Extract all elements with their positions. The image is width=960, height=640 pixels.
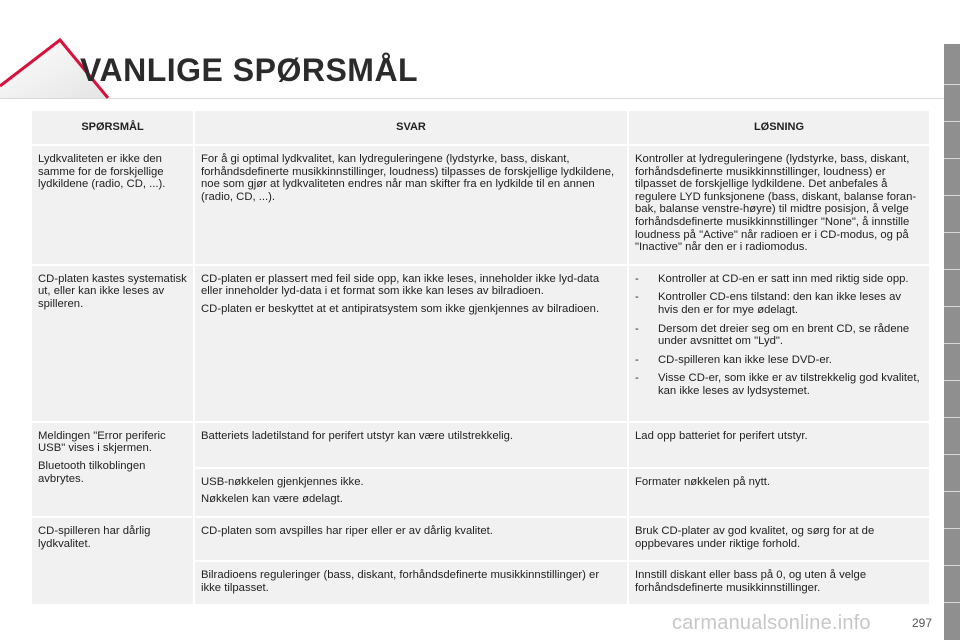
answer-text: CD-platen er beskyttet at et antipiratsystem som ikke gjenkjennes av bilradioen. [201, 302, 600, 315]
answer-text: CD-platen er plassert med feil side opp, kan ikke leses, inneholder ikke lyd-data eller inneholder lyd-data i et format som ikke kan leses av bilradioen. [201, 272, 600, 298]
solution-item-text: Visse CD-er, som ikke er av tilstrekkelig god kvalitet, kan ikke leses av lydsystemet. [658, 372, 920, 397]
answer-text: Nøkkelen kan være ødelagt. [201, 493, 343, 506]
table-row [32, 145, 929, 265]
list-item: - Dersom det dreier seg om en brent CD, se rådene under avsnittet om "Lyd". [635, 322, 910, 348]
solution-item-text: Dersom det dreier seg om en brent CD, se rådene under avsnittet om "Lyd". [658, 322, 910, 348]
answer-cell [194, 468, 628, 517]
solution-cell [628, 561, 929, 604]
answer-cell [194, 145, 628, 265]
answer-cell [194, 517, 628, 561]
solution-text: Kontroller at lydreguleringene (lydstyrke, bass, diskant, forhåndsdefinerte musikkinnstillinger, loudness) er tilpasset de forskjellige lydkildene. Det anbefales å regulere LYD funksjonene (bass, diskant, balanse foran-bak, balanse venstre-høyre) til midtre posisjon, å velge forhåndsdefinerte musikkinnstillinger "None", å innstille loudness på "Active" når radioen er i CD-modus, og på "Inactive" når den er i radiomodus. [635, 153, 917, 254]
solution-cell [628, 422, 929, 468]
question-cell [32, 145, 194, 265]
header-rule [0, 98, 960, 99]
solution-cell [628, 517, 929, 561]
answer-cell [194, 561, 628, 604]
page-title: VANLIGE SPØRSMÅL [80, 52, 419, 88]
question-text: CD-platen kastes systematisk ut, eller kan ikke leses av spilleren. [38, 272, 187, 310]
side-tab-bar [944, 44, 960, 640]
list-item: - Visse CD-er, som ikke er av tilstrekkelig god kvalitet, kan ikke leses av lydsystemet. [635, 372, 920, 397]
solution-item-text: Kontroller at CD-en er satt inn med riktig side opp. [658, 272, 909, 285]
table-row [32, 422, 929, 468]
question-text: Lydkvaliteten er ikke den samme for de forskjellige lydkildene (radio, CD, ...). [38, 153, 166, 191]
column-header-solution: LØSNING [628, 111, 929, 145]
solution-text: Formater nøkkelen på nytt. [635, 475, 770, 488]
list-item: - Kontroller CD-ens tilstand: den kan ikke leses av hvis den er for mye ødelagt. [635, 291, 901, 316]
question-cell [32, 422, 194, 517]
answer-text: Bilradioens reguleringer (bass, diskant, forhåndsdefinerte musikkinnstillinger) er ikke tilpasset. [201, 569, 600, 594]
answer-text: For å gi optimal lydkvalitet, kan lydreguleringene (lydstyrke, bass, diskant, forhåndsdefinerte musikkinnstillinger, loudness) tilpasses de forskjellige lydkildene, noe som gjør at lydkvaliteten endres når man skifter fra en lydkilde til en annen (radio, CD, ...). [201, 153, 615, 203]
question-cell [32, 265, 194, 422]
solution-cell [628, 265, 929, 422]
answer-text: CD-platen som avspilles har riper eller er av dårlig kvalitet. [201, 524, 493, 537]
question-cell [32, 517, 194, 604]
question-text: Meldingen "Error periferic USB" vises i skjermen. [38, 429, 166, 455]
solution-list [635, 273, 923, 398]
page-number: 297 [912, 616, 933, 630]
answer-cell [194, 265, 628, 422]
faq-table [32, 111, 929, 604]
question-text: CD-spilleren har dårlig lydkvalitet. [38, 524, 151, 550]
solution-text: Bruk CD-plater av god kvalitet, og sørg for at de oppbevares under riktige forhold. [635, 524, 875, 550]
column-header-question: SPØRSMÅL [32, 111, 194, 145]
solution-text: Lad opp batteriet for perifert utstyr. [635, 429, 808, 442]
solution-text: Innstill diskant eller bass på 0, og uten å velge forhåndsdefinerte musikkinnstillinger. [635, 569, 867, 594]
list-item: - CD-spilleren kan ikke lese DVD-er. [635, 353, 832, 366]
answer-text: Batteriets ladetilstand for perifert utstyr kan være utilstrekkelig. [201, 429, 514, 442]
table-row [32, 265, 929, 422]
list-item: - Kontroller at CD-en er satt inn med riktig side opp. [635, 272, 909, 285]
solution-item-text: Kontroller CD-ens tilstand: den kan ikke leses av hvis den er for mye ødelagt. [658, 291, 901, 316]
answer-cell [194, 422, 628, 468]
answer-text: USB-nøkkelen gjenkjennes ikke. [201, 475, 364, 488]
solution-item-text: CD-spilleren kan ikke lese DVD-er. [658, 353, 832, 366]
table-header-row [32, 111, 929, 145]
table-row [32, 517, 929, 561]
solution-cell [628, 468, 929, 517]
solution-cell [628, 145, 929, 265]
column-header-answer: SVAR [194, 111, 628, 145]
question-text: Bluetooth tilkoblingen avbrytes. [38, 459, 146, 485]
watermark: carmanualsonline.info [672, 612, 871, 634]
